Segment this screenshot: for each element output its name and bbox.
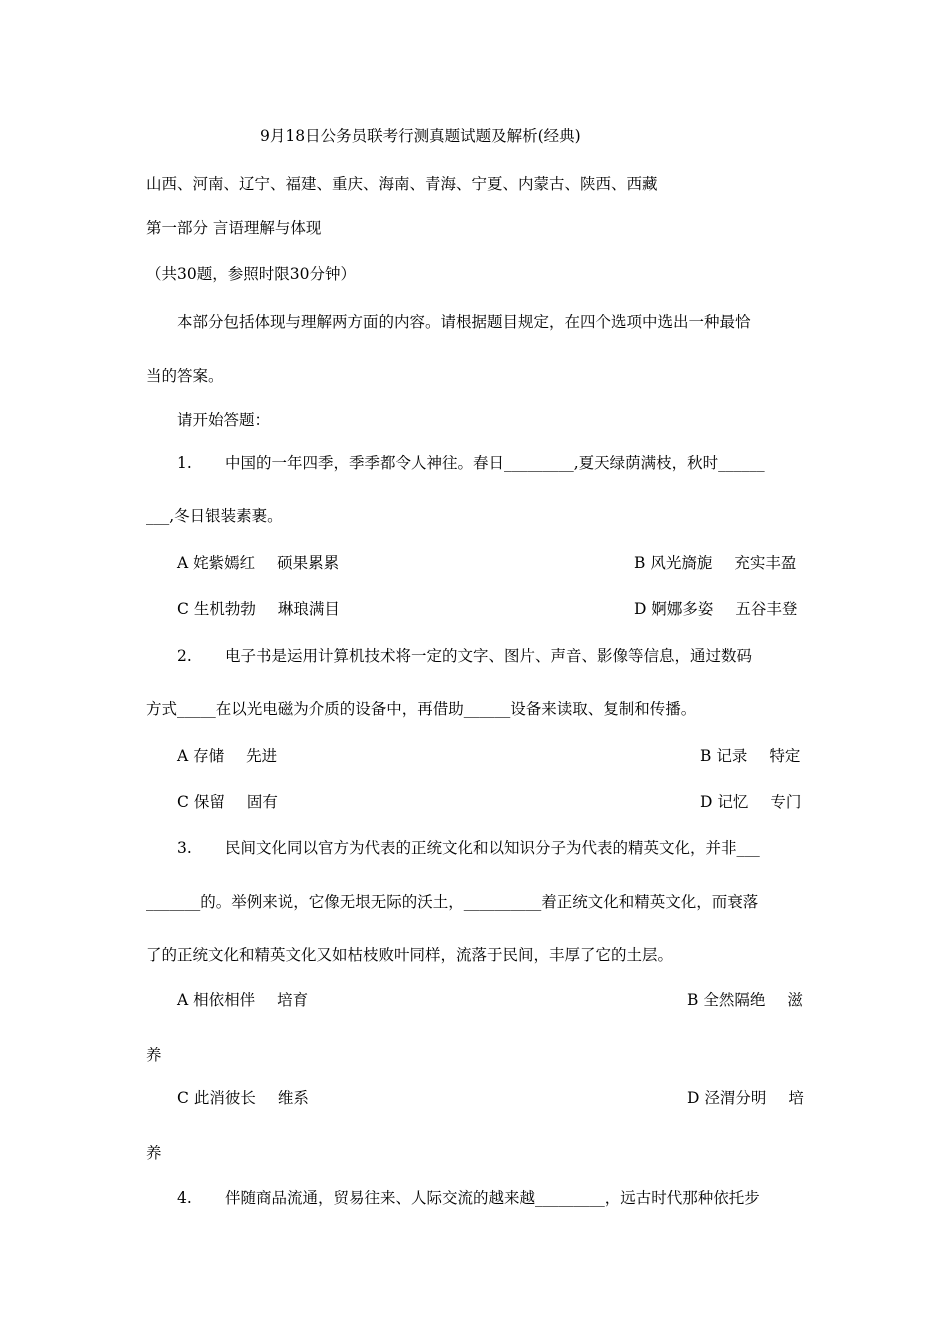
option-word-1: 姹紫嫣红 [193, 554, 256, 572]
question-number: 1. [177, 454, 192, 472]
option-word-1: 全然隔绝 [703, 991, 766, 1009]
question-3-stem-line-3: 了的正统文化和精英文化又如枯枝败叶同样，流落于民间，丰厚了它的土层。 [146, 946, 674, 964]
option-word-1: 记忆 [717, 793, 749, 811]
part-note: （共30题，参照时限30分钟） [146, 265, 356, 283]
question-1-stem-line-1 [177, 453, 765, 473]
question-2-option-c [177, 792, 278, 812]
option-letter: B [687, 991, 699, 1009]
question-2-stem-line-1 [177, 646, 752, 666]
option-letter: B [634, 554, 646, 572]
option-word-2: 充实丰盈 [734, 554, 797, 572]
question-stem-text: 伴随商品流通，贸易往来、人际交流的越来越_________，远古时代那种依托步 [225, 1189, 760, 1207]
question-1-option-c [177, 599, 340, 619]
option-letter: C [177, 600, 189, 618]
option-letter: A [177, 554, 189, 572]
question-number: 4. [177, 1189, 192, 1207]
question-2-option-b [700, 746, 800, 766]
option-word-1: 保留 [193, 793, 225, 811]
option-word-2: 先进 [246, 747, 278, 765]
option-word-1: 此消彼长 [193, 1089, 256, 1107]
document-title: 9月18日公务员联考行测真题试题及解析(经典) [260, 127, 581, 145]
question-3-option-d-wrap: 养 [146, 1144, 162, 1162]
option-letter: D [634, 600, 647, 618]
option-word-1: 风光旖旎 [650, 554, 713, 572]
option-word-2: 特定 [769, 747, 801, 765]
question-1-option-d [634, 599, 797, 619]
option-letter: D [700, 793, 713, 811]
option-word-2: 硕果累累 [277, 554, 340, 572]
option-word-1: 存储 [193, 747, 225, 765]
question-1-option-a [177, 553, 339, 573]
option-word-2: 五谷丰登 [735, 600, 798, 618]
question-stem-text: 民间文化同以官方为代表的正统文化和以知识分子为代表的精英文化，并非___ [225, 839, 760, 857]
option-word-2: 培 [788, 1089, 804, 1107]
question-3-option-b [687, 990, 803, 1010]
provinces-list: 山西、河南、辽宁、福建、重庆、海南、青海、宁夏、内蒙古、陕西、西藏 [146, 175, 658, 193]
question-3-stem-line-1 [177, 838, 760, 858]
question-2-option-a [177, 746, 277, 766]
question-number: 3. [177, 839, 192, 857]
question-1-stem-line-2: ___,冬日银装素裹。 [146, 507, 283, 525]
option-word-2: 固有 [246, 793, 278, 811]
question-1-option-b [634, 553, 796, 573]
part-heading: 第一部分 言语理解与体现 [146, 219, 322, 237]
question-3-option-c [177, 1088, 309, 1108]
instructions-line-1: 本部分包括体现与理解两方面的内容。请根据题目规定，在四个选项中选出一种最恰 [177, 313, 751, 331]
question-stem-text: 中国的一年四季，季季都令人神往。春日_________,夏天绿荫满枝，秋时______ [225, 454, 765, 472]
question-3-stem-line-2: _______的。举例来说，它像无垠无际的沃土，__________着正统文化和精英文化，而衰落 [146, 893, 759, 911]
question-number: 2. [177, 647, 192, 665]
option-word-1: 泾渭分明 [704, 1089, 767, 1107]
option-word-2: 专门 [770, 793, 802, 811]
option-letter: D [687, 1089, 700, 1107]
option-word-1: 婀娜多姿 [651, 600, 714, 618]
option-word-2: 培育 [277, 991, 309, 1009]
option-letter: A [177, 747, 189, 765]
option-letter: C [177, 793, 189, 811]
question-stem-text: 电子书是运用计算机技术将一定的文字、图片、声音、影像等信息，通过数码 [225, 647, 753, 665]
option-word-2: 维系 [277, 1089, 309, 1107]
option-word-1: 相依相伴 [193, 991, 256, 1009]
question-3-option-a [177, 990, 308, 1010]
question-2-option-d [700, 792, 801, 812]
question-3-option-b-wrap: 养 [146, 1046, 162, 1064]
option-letter: A [177, 991, 189, 1009]
option-letter: C [177, 1089, 189, 1107]
option-word-2: 琳琅满目 [277, 600, 340, 618]
start-prompt: 请开始答题： [177, 411, 271, 429]
question-3-option-d [687, 1088, 804, 1108]
instructions-line-2: 当的答案。 [146, 367, 224, 385]
option-word-1: 记录 [716, 747, 748, 765]
option-word-1: 生机勃勃 [193, 600, 256, 618]
option-word-2: 滋 [787, 991, 803, 1009]
option-letter: B [700, 747, 712, 765]
question-4-stem-line-1 [177, 1188, 760, 1208]
question-2-stem-line-2: 方式_____在以光电磁为介质的设备中，再借助______设备来读取、复制和传播。 [146, 700, 697, 718]
